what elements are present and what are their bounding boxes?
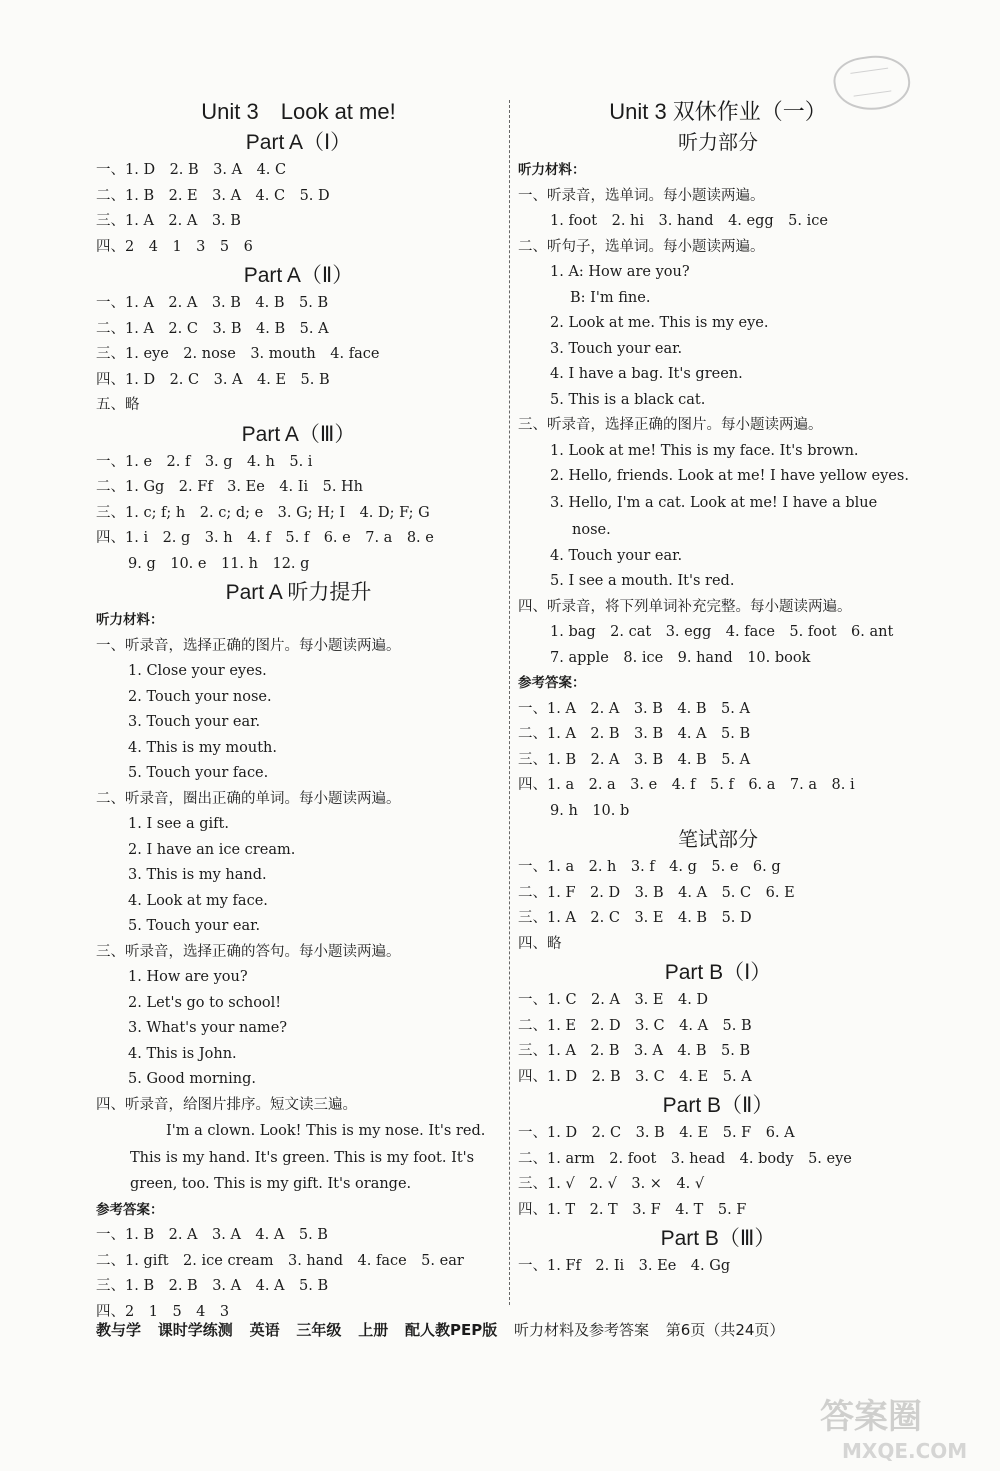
answer-line: 三、1. √ 2. √ 3. × 4. √ (518, 1176, 705, 1192)
answer-line: 三、1. B 2. B 3. A 4. A 5. B (96, 1278, 329, 1294)
script-item: 3. Touch your ear. (128, 714, 261, 730)
question-instruction: 一、听录音，选单词。每小题读两遍。 (518, 187, 765, 204)
footer-volume: 上册 (358, 1321, 389, 1339)
unit-title: Unit 3 Look at me! (201, 99, 396, 124)
answer-line-continued: 9. h 10. b (550, 802, 630, 819)
answer-line: 三、1. A 2. B 3. A 4. B 5. B (518, 1043, 751, 1059)
question-instruction: 三、听录音，选择正确的答句。每小题读两遍。 (96, 943, 401, 960)
answer-line: 四、1. D 2. B 3. C 4. E 5. A (518, 1068, 752, 1085)
part-b1-heading: Part B（Ⅰ） (664, 961, 772, 984)
footer-brand: 教与学 (96, 1321, 142, 1339)
listening-section-heading: 听力部分 (678, 130, 758, 154)
script-item: 1. Close your eyes. (128, 663, 267, 679)
script-item: 3. What's your name? (128, 1020, 288, 1036)
column-divider (509, 100, 510, 1305)
answer-line: 三、1. eye 2. nose 3. mouth 4. face (96, 346, 380, 362)
watermark-label: 答案圈 (820, 1397, 922, 1437)
watermark-logo (812, 1390, 982, 1465)
part-a1-heading: Part A（Ⅰ） (245, 131, 352, 154)
part-b2-heading: Part B（Ⅱ） (662, 1094, 774, 1117)
answer-line: 一、1. B 2. A 3. A 4. A 5. B (96, 1227, 328, 1243)
answer-line: 二、1. E 2. D 3. C 4. A 5. B (518, 1017, 752, 1034)
written-section-heading: 笔试部分 (678, 827, 758, 851)
answer-line: 四、2 1 5 4 3 (96, 1303, 230, 1320)
script-item: 4. This is John. (128, 1045, 237, 1062)
answer-line: 一、1. a 2. h 3. f 4. g 5. e 6. g (518, 859, 781, 875)
answer-line: 四、略 (518, 935, 562, 952)
material-label: 听力材料： (518, 162, 586, 178)
question-instruction: 二、听句子，选单词。每小题读两遍。 (518, 238, 765, 255)
script-item: 5. Good morning. (128, 1071, 256, 1087)
answer-line: 二、1. F 2. D 3. B 4. A 5. C 6. E (518, 884, 795, 901)
question-instruction: 四、听录音，将下列单词补充完整。每小题读两遍。 (518, 598, 852, 615)
question-instruction: 一、听录音，选择正确的图片。每小题读两遍。 (96, 637, 401, 654)
script-item: 2. Hello, friends. Look at me! I have yellow eyes. (550, 468, 909, 484)
question-instruction: 四、听录音，给图片排序。短文读三遍。 (96, 1096, 357, 1113)
answer-line-continued: 9. g 10. e 11. h 12. g (128, 555, 310, 572)
answer-line: 四、1. D 2. C 3. A 4. E 5. B (96, 371, 330, 388)
answer-line: 一、1. D 2. B 3. A 4. C (96, 162, 287, 178)
answer-line: 一、1. e 2. f 3. g 4. h 5. i (96, 453, 313, 470)
footer-series: 课时学练测 (157, 1321, 233, 1339)
watermark-graphic (812, 1390, 982, 1465)
script-item: 1. I see a gift. (128, 816, 229, 832)
script-item: 1. bag 2. cat 3. egg 4. face 5. foot 6. ant (550, 624, 894, 640)
script-item: 2. Touch your nose. (128, 688, 272, 705)
answer-line: 四、2 4 1 3 5 6 (96, 238, 253, 255)
footer-subject: 英语 (249, 1321, 280, 1339)
footer-grade: 三年级 (296, 1321, 342, 1339)
answer-line: 三、1. A 2. A 3. B (96, 213, 241, 229)
answer-line: 一、1. D 2. C 3. B 4. E 5. F 6. A (518, 1125, 795, 1141)
script-item: 4. I have a bag. It's green. (550, 366, 743, 382)
script-item: 1. A: How are you? (550, 264, 690, 280)
page-footer (96, 1319, 936, 1340)
answer-line: 四、1. a 2. a 3. e 4. f 5. f 6. a 7. a 8. i (518, 777, 855, 793)
answer-line: 二、1. B 2. E 3. A 4. C 5. D (96, 187, 330, 204)
answer-line: 一、1. A 2. A 3. B 4. B 5. B (96, 295, 329, 311)
script-item: 5. This is a black cat. (550, 391, 706, 408)
script-item: 3. Touch your ear. (550, 340, 683, 357)
answer-line: 三、1. c; f; h 2. c; d; e 3. G; H; I 4. D; F; G (96, 504, 430, 521)
answer-line: 三、1. A 2. C 3. E 4. B 5. D (518, 910, 752, 926)
listening-heading: Part A 听力提升 (225, 581, 372, 604)
right-column (518, 96, 918, 1280)
answer-line: 五、略 (96, 397, 140, 413)
answer-line: 二、1. gift 2. ice cream 3. hand 4. face 5. ear (96, 1252, 464, 1269)
script-item: 5. Touch your ear. (128, 918, 261, 934)
part-a3-heading: Part A（Ⅲ） (241, 422, 356, 446)
answer-label: 参考答案： (96, 1201, 164, 1218)
answer-line: 二、1. Gg 2. Ff 3. Ee 4. Ii 5. Hh (96, 479, 364, 495)
script-item: 2. I have an ice cream. (128, 841, 296, 858)
footer-edition: 配人教PEP版 (404, 1321, 498, 1339)
script-paragraph: I'm a clown. Look! This is my nose. It's red. This is my hand. It's green. This is my foot. It's green, too. This is my gift. It's orange. (130, 1123, 486, 1192)
script-item: 4. Touch your ear. (550, 547, 683, 564)
footer-page-number: 第6页（共24页） (665, 1321, 785, 1339)
answer-line: 二、1. arm 2. foot 3. head 4. body 5. eye (518, 1150, 852, 1167)
answer-line: 四、1. T 2. T 3. F 4. T 5. F (518, 1201, 747, 1218)
script-item-wrapped: 3. Hello, I'm a cat. Look at me! I have a blue nose. (550, 494, 878, 538)
weekend-homework-title: Unit 3 双休作业（一） (609, 99, 827, 124)
script-item: 1. How are you? (128, 969, 248, 985)
script-item: B: I'm fine. (570, 289, 651, 306)
question-instruction: 二、听录音，圈出正确的单词。每小题读两遍。 (96, 790, 401, 807)
answer-line: 一、1. C 2. A 3. E 4. D (518, 992, 709, 1008)
question-instruction: 三、听录音，选择正确的图片。每小题读两遍。 (518, 417, 823, 433)
answer-line: 一、1. A 2. A 3. B 4. B 5. A (518, 700, 750, 717)
script-item: 5. I see a mouth. It's red. (550, 573, 735, 589)
script-item: 4. Look at my face. (128, 892, 268, 909)
answer-line: 三、1. B 2. A 3. B 4. B 5. A (518, 751, 751, 768)
script-item: 1. foot 2. hi 3. hand 4. egg 5. ice (550, 213, 828, 229)
script-item: 7. apple 8. ice 9. hand 10. book (550, 649, 811, 666)
part-b3-heading: Part B（Ⅲ） (660, 1227, 776, 1250)
answer-line: 四、1. i 2. g 3. h 4. f 5. f 6. e 7. a 8. e (96, 530, 434, 546)
script-item: 5. Touch your face. (128, 765, 269, 781)
answer-label: 参考答案： (518, 675, 586, 691)
script-item: 2. Look at me. This is my eye. (550, 315, 769, 331)
footer-section: 听力材料及参考答案 (514, 1321, 650, 1339)
material-label: 听力材料： (96, 612, 164, 628)
watermark-site: MXQE.COM (842, 1439, 968, 1463)
part-a2-heading: Part A（Ⅱ） (243, 264, 354, 287)
answer-line: 一、1. Ff 2. Ii 3. Ee 4. Gg (518, 1258, 731, 1274)
script-item: 2. Let's go to school! (128, 994, 282, 1011)
script-item: 1. Look at me! This is my face. It's brown. (550, 442, 859, 459)
left-column (96, 96, 501, 1325)
script-item: 4. This is my mouth. (128, 739, 277, 756)
answer-line: 二、1. A 2. C 3. B 4. B 5. A (96, 320, 329, 337)
script-item: 3. This is my hand. (128, 867, 267, 883)
answer-line: 二、1. A 2. B 3. B 4. A 5. B (518, 726, 751, 742)
